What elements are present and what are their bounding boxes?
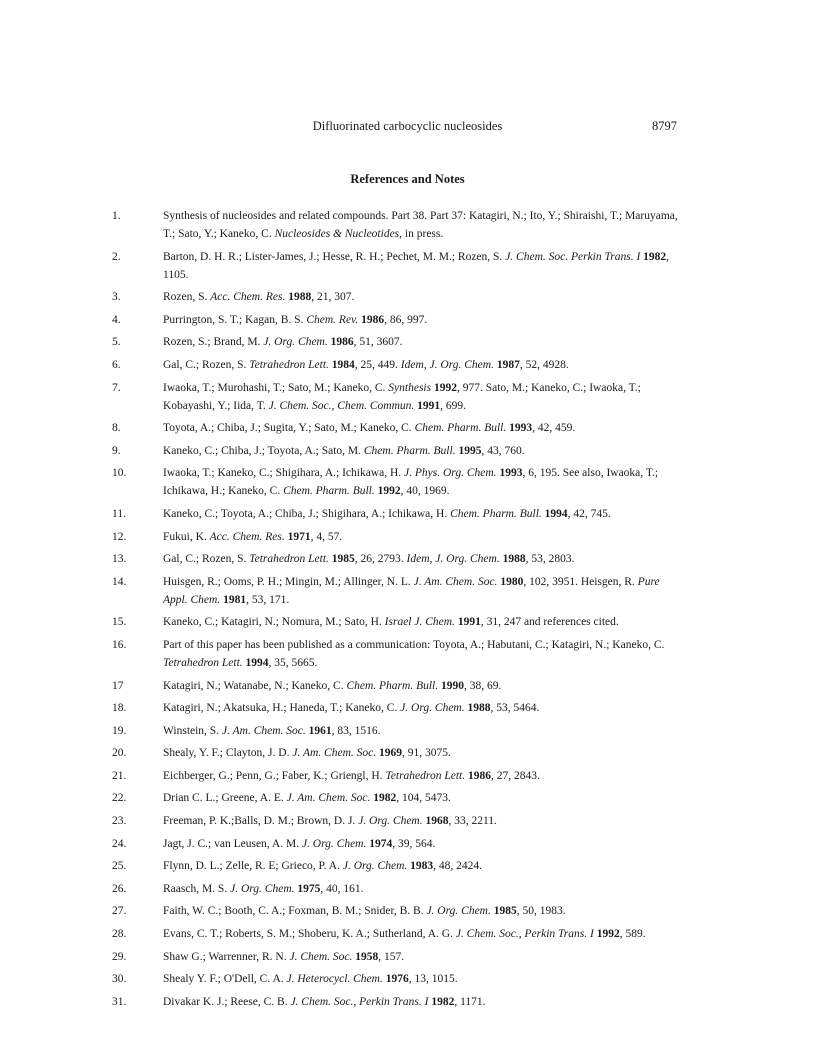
reference-text [163,699,683,717]
reference-number: 1. [112,210,121,222]
reference-number: 27. [112,905,127,918]
reference-segment: , 43, 760. [481,444,525,457]
journal-name: J. Am. Chem. Soc. [413,575,498,588]
publication-year: 1982 [373,792,397,805]
journal-name: Idem, J. Org. Chem. [400,358,494,371]
reference-number: 8. [112,422,121,435]
reference-text [163,613,683,631]
reference-segment: Jagt, J. C.; van Leusen, A. M. [163,837,302,850]
publication-year: 1984 [331,358,355,371]
reference-segment: Kaneko, C.; Toyota, A.; Chiba, J.; Shigihara, A.; Ichikawa, H. [163,507,451,520]
reference-segment: , 42, 459. [532,422,576,435]
reference-number: 10. [112,467,127,480]
reference-segment: Toyota, A.; Chiba, J.; Sugita, Y.; Sato, M.; Kaneko, C. [163,422,415,435]
publication-year: 1983 [410,860,434,873]
reference-number: 20. [112,747,127,760]
reference-segment: , 53, 2803. [525,553,575,566]
reference-number: 14. [112,575,127,588]
publication-year: 1975 [297,882,321,895]
reference-text [163,528,683,546]
reference-segment: Flynn, D. L.; Zelle, R. E; Grieco, P. A. [163,860,343,873]
journal-name: Israel J. Chem. [384,616,455,629]
reference-number: 18. [112,702,127,715]
journal-name: Chem. Pharm. Bull. [283,485,375,498]
journal-name: Chem. Pharm. Bull. [346,679,439,692]
reference-number: 29. [112,950,127,963]
reference-item [0,528,815,546]
journal-name: Tetrahedron Lett. [163,656,243,669]
reference-item [0,288,815,306]
reference-segment: , 13, 1015. [408,973,458,986]
journal-name: Acc. Chem. Res. [210,291,286,304]
reference-number: 23. [112,815,127,828]
reference-item [0,812,815,830]
reference-number: 13. [112,553,127,566]
reference-segment: Fukui, K. [163,530,210,543]
publication-year: 1988 [502,553,526,566]
publication-year: 1969 [379,747,402,760]
reference-segment: Raasch, M. S. [163,882,231,895]
journal-name: J. Chem. Soc., Chem. Commun. [268,399,415,412]
reference-number: 16. [112,638,127,651]
reference-text [163,207,683,243]
journal-name: J. Org. Chem. [263,336,328,349]
publication-year: 1976 [385,973,409,986]
reference-text [163,948,683,966]
reference-segment: , 26, 2793. [354,553,407,566]
reference-number: 28. [112,928,127,941]
reference-segment: , 1105. [163,250,670,281]
reference-item [0,333,815,351]
publication-year: 1994 [544,507,568,520]
reference-segment: , 40, 1969. [400,485,450,498]
reference-segment: Freeman, P. K.;Balls, D. M.; Brown, D. J. [163,815,359,828]
running-title: Difluorinated carbocyclic nucleosides [312,119,503,133]
reference-segment: Gal, C.; Rozen, S. [163,553,250,566]
reference-segment: , 699. [440,399,467,412]
reference-segment: , 35, 5665. [268,656,318,669]
publication-year: 1992 [596,928,620,941]
journal-name: J. Chem. Soc. [289,950,353,963]
reference-segment: , 157. [378,950,405,963]
journal-name: Nucleosides & Nucleotides [274,228,400,240]
reference-segment: Huisgen, R.; Ooms, P. H.; Mingin, M.; Allinger, N. L. [163,575,414,588]
journal-name: J. Phys. Org. Chem. [404,467,497,480]
publication-year: 1986 [467,769,491,782]
reference-segment: Faith, W. C.; Booth, C. A.; Foxman, B. M.; Snider, B. B. [163,905,427,918]
reference-segment: , in press. [399,228,444,240]
reference-segment: , 53, 171. [246,593,290,606]
journal-name: J. Am. Chem. Soc. [286,792,371,805]
reference-text [163,288,683,306]
reference-segment: Synthesis of nucleosides and related compounds. Part 38. Part 37: Katagiri, N.; Ito, Y.; Shiraishi, T.; Maruyama, T.; Sato, Y.; Kaneko, C. [163,210,678,240]
reference-item [0,613,815,631]
reference-text [163,677,683,695]
reference-text [163,993,683,1011]
publication-year: 1987 [496,358,520,371]
reference-text [163,722,683,740]
journal-name: J. Chem. Soc., Perkin Trans. I [290,995,429,1008]
reference-segment: , 21, 307. [311,291,355,304]
journal-name: J. Chem. Soc., Perkin Trans. I [455,928,594,941]
reference-item [0,835,815,853]
journal-name: J. Org. Chem. [230,882,295,895]
reference-number: 7. [112,381,121,394]
journal-name: Chem. Pharm. Bull. [450,507,542,520]
reference-segment: , 52, 4928. [519,358,569,371]
reference-segment: , 53, 5464. [490,702,540,715]
publication-year: 1982 [431,995,455,1008]
publication-year: 1991 [457,616,481,629]
reference-item [0,677,815,695]
reference-number: 19. [112,724,127,737]
reference-text [163,925,683,943]
journal-name: J. Org. Chem. [400,702,465,715]
reference-segment: , 977. Sato, M.; Kaneko, C.; Iwaoka, T.; Kobayashi, Y.; Iida, T. [163,381,641,412]
reference-item [0,505,815,523]
journal-name: J. Chem. Soc. Perkin Trans. I [505,250,641,263]
reference-item [0,880,815,898]
reference-item [0,311,815,329]
page-header [0,118,815,138]
reference-segment: Winstein, S. [163,724,222,737]
reference-text [163,550,683,568]
reference-segment: , 104, 5473. [396,792,451,805]
reference-item [0,248,815,284]
reference-number: 30. [112,973,127,986]
publication-year: 1988 [467,702,491,715]
reference-item [0,636,815,672]
reference-item [0,902,815,920]
publication-year: 1958 [355,950,379,963]
reference-segment: Gal, C.; Rozen, S. [163,358,250,371]
reference-item [0,744,815,762]
reference-item [0,948,815,966]
journal-name: Synthesis [388,381,432,394]
journal-name: J. Heterocycl. Chem. [286,973,383,986]
journal-name: Tetrahedron Lett. [249,553,329,566]
reference-segment: , 39, 564. [392,837,436,850]
reference-number: 2. [112,250,121,263]
reference-item [0,356,815,374]
section-title: References and Notes [350,172,465,186]
publication-year: 1986 [361,313,385,326]
journal-name: Pure Appl. Chem. [163,575,660,606]
reference-segment: , 40, 161. [320,882,364,895]
reference-segment: , 42, 745. [567,507,611,520]
publication-year: 1982 [643,250,667,263]
reference-item [0,550,815,568]
journal-name: J. Am. Chem. Soc. [292,747,377,760]
reference-segment: , 86, 997. [384,313,428,326]
publication-year: 1985 [331,553,355,566]
reference-text [163,333,683,351]
publication-year: 1986 [330,336,354,349]
reference-item [0,925,815,943]
reference-item [0,464,815,500]
reference-text [163,379,683,415]
reference-segment: , 33, 2211. [448,815,497,828]
reference-item [0,993,815,1011]
reference-text [163,419,683,437]
page-number: 8797 [652,119,677,133]
reference-item [0,573,815,609]
publication-year: 1981 [223,593,247,606]
reference-text [163,573,683,609]
reference-segment: , 589. [619,928,646,941]
publication-year: 1992 [433,381,457,394]
journal-name: J. Org. Chem. [426,905,491,918]
reference-number: 4. [112,313,121,326]
reference-number: 6. [112,358,121,371]
publication-year: 1974 [369,837,393,850]
reference-number: 17 [112,679,124,692]
reference-text [163,356,683,374]
reference-segment: , 6, 195. See also, Iwaoka, T.; Ichikawa, H.; Kaneko, C. [163,467,659,498]
reference-number: 5. [112,336,121,349]
reference-number: 25. [112,860,127,873]
reference-number: 24. [112,837,127,850]
reference-segment: , 91, 3075. [402,747,451,760]
journal-name: Tetrahedron Lett. [249,358,329,371]
reference-segment: Katagiri, N.; Akatsuka, H.; Haneda, T.; Kaneko, C. [163,702,401,715]
publication-year: 1994 [245,656,269,669]
journal-name: Idem, J. Org. Chem. [406,553,500,566]
reference-item [0,857,815,875]
reference-segment: , 38, 69. [464,679,502,692]
reference-segment: , 27, 2843. [490,769,540,782]
journal-name: J. Am. Chem. Soc. [221,724,306,737]
reference-item [0,722,815,740]
reference-item [0,699,815,717]
reference-number: 3. [112,291,121,304]
publication-year: 1990 [441,679,465,692]
reference-segment: , 83, 1516. [331,724,381,737]
reference-segment: , 1171. [454,995,486,1008]
reference-segment: , 25, 449. [354,358,401,371]
publication-year: 1980 [500,575,524,588]
journal-name: J. Org. Chem. [301,837,367,850]
reference-text [163,970,683,988]
reference-item [0,789,815,807]
reference-segment: Rozen, S. [163,291,211,304]
publication-year: 1968 [425,815,449,828]
reference-segment: Part of this paper has been published as a communication: Toyota, A.; Habutani, C.; Katagiri, N.; Kaneko, C. [163,638,665,651]
journal-name: Chem. Rev. [306,313,359,326]
reference-item [0,419,815,437]
reference-segment: Kaneko, C.; Chiba, J.; Toyota, A.; Sato, M. [163,444,364,457]
reference-segment: Shaw G.; Warrenner, R. N. [163,950,290,963]
reference-segment: Purrington, S. T.; Kagan, B. S. [163,313,307,326]
reference-number: 12. [112,530,127,543]
reference-segment: Shealy Y. F.; O'Dell, C. A. [163,973,287,986]
reference-item [0,767,815,785]
reference-text [163,835,683,853]
reference-text [163,464,683,500]
reference-segment: , 51, 3607. [353,336,403,349]
reference-text [163,311,683,329]
reference-item [0,207,815,243]
reference-list [0,207,815,1015]
reference-segment: , 102, 3951. Heisgen, R. [523,575,638,588]
reference-text [163,857,683,875]
publication-year: 1993 [509,422,533,435]
publication-year: 1971 [287,530,311,543]
reference-number: 15. [112,616,127,629]
reference-segment: Evans, C. T.; Roberts, S. M.; Shoberu, K. A.; Sutherland, A. G. [163,928,456,941]
reference-segment: Shealy, Y. F.; Clayton, J. D. [163,747,293,760]
reference-item [0,379,815,415]
publication-year: 1985 [493,905,517,918]
journal-name: J. Org. Chem. [342,860,408,873]
reference-segment: Rozen, S.; Brand, M. [163,336,264,349]
reference-segment: Katagiri, N.; Watanabe, N.; Kaneko, C. [163,679,347,692]
journal-name: Acc. Chem. Res. [209,530,285,543]
reference-text [163,902,683,920]
publication-year: 1993 [499,467,523,480]
reference-segment: , 4, 57. [310,530,343,543]
reference-segment: , 31, 247 and references cited. [480,616,619,629]
journal-name: Chem. Pharm. Bull. [363,444,456,457]
reference-segment: Eichberger, G.; Penn, G.; Faber, K.; Griengl, H. [163,769,386,782]
reference-text [163,880,683,898]
reference-segment: Iwaoka, T.; Murohashi, T.; Sato, M.; Kaneko, C. [163,381,389,394]
reference-number: 11. [112,507,126,520]
reference-text [163,812,683,830]
publication-year: 1995 [458,444,482,457]
reference-number: 26. [112,882,127,895]
reference-text [163,505,683,523]
publication-year: 1992 [377,485,401,498]
reference-segment: , 50, 1983. [516,905,566,918]
reference-number: 9. [112,444,121,457]
publication-year: 1988 [288,291,312,304]
reference-number: 21. [112,769,127,782]
reference-number: 31. [112,995,127,1008]
journal-name: Chem. Pharm. Bull. [414,422,507,435]
reference-segment: Drian C. L.; Greene, A. E. [163,792,287,805]
reference-text [163,442,683,460]
journal-name: J. Org. Chem. [358,815,423,828]
reference-segment: Iwaoka, T.; Kaneko, C.; Shigihara, A.; Ichikawa, H. [163,467,405,480]
reference-number: 22. [112,792,127,805]
reference-text [163,767,683,785]
reference-item [0,442,815,460]
reference-text [163,248,683,284]
reference-segment: Barton, D. H. R.; Lister-James, J.; Hesse, R. H.; Pechet, M. M.; Rozen, S. [163,250,506,263]
reference-segment: Divakar K. J.; Reese, C. B. [163,995,291,1008]
reference-text [163,744,683,762]
reference-segment: , 48, 2424. [433,860,483,873]
reference-item [0,970,815,988]
reference-text [163,789,683,807]
reference-segment: Kaneko, C.; Katagiri, N.; Nomura, M.; Sato, H. [163,616,385,629]
reference-text [163,636,683,672]
publication-year: 1991 [417,399,441,412]
publication-year: 1961 [308,724,332,737]
journal-name: Tetrahedron Lett. [385,769,466,782]
